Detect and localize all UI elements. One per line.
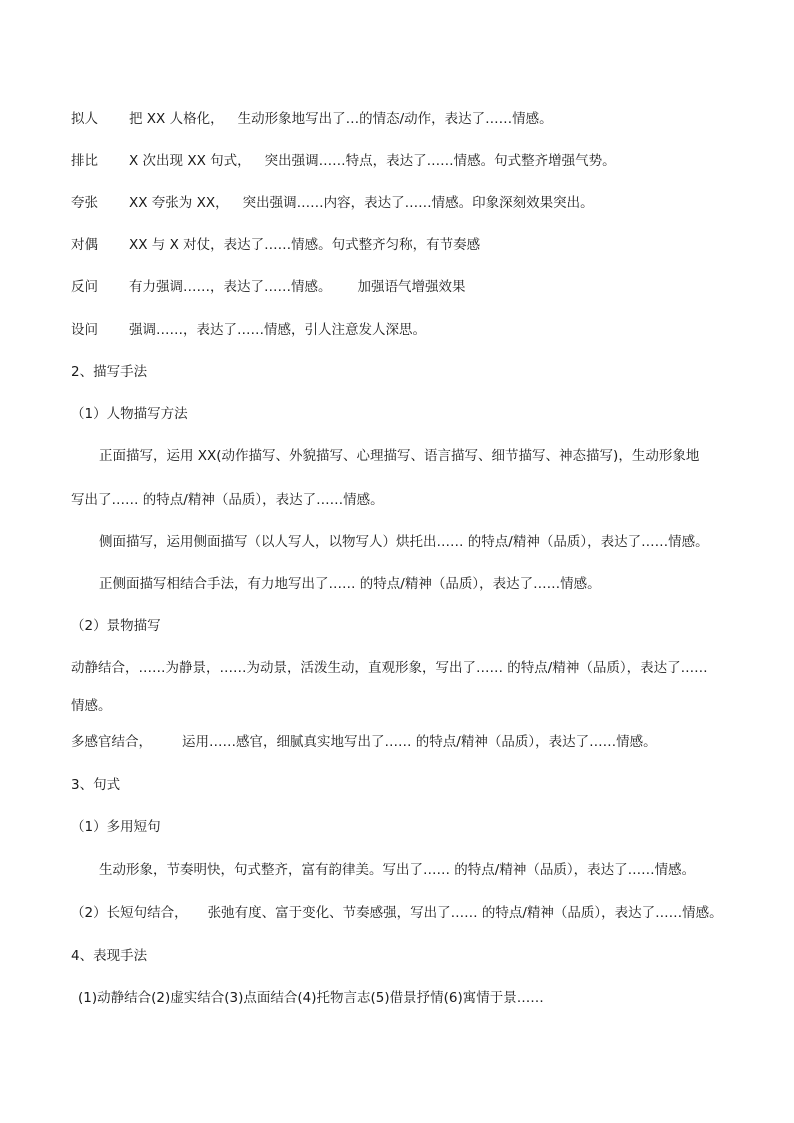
multi-sense-label: 多感官结合，: [71, 734, 152, 750]
paragraph-direct-description: 正面描写，运用 XX(动作描写、外貌描写、心理描写、语言描写、细节描写、神态描写)，生动形象地: [99, 448, 700, 464]
subheading-short-sentences: （1）多用短句: [71, 819, 161, 835]
rhetoric-desc: 强调……，表达了……情感，引人注意发人深思。: [129, 322, 426, 338]
rhetoric-term: 排比: [71, 153, 98, 169]
subheading-character: （1）人物描写方法: [71, 406, 188, 422]
section-heading-techniques: 4、表现手法: [71, 948, 148, 964]
paragraph-direct-description-cont: 写出了…… 的特点/精神（品质），表达了……情感。: [71, 492, 384, 508]
paragraph-motion-stillness-cont: 情感。: [71, 698, 112, 714]
long-short-label: （2）长短句结合，: [71, 905, 188, 921]
paragraph-motion-stillness: 动静结合，……为静景，……为动景，活泼生动，直观形象，写出了…… 的特点/精神（品质），表达了……: [71, 660, 708, 676]
long-short-text: 张弛有度、富于变化、节奏感强，写出了…… 的特点/精神（品质），表达了……情感。: [207, 905, 723, 921]
subheading-scenery: （2）景物描写: [71, 618, 161, 634]
rhetoric-row-antithesis: [71, 236, 480, 254]
rhetoric-term: 对偶: [71, 237, 98, 253]
rhetoric-row-personification: [71, 110, 553, 128]
rhetoric-term: 夸张: [71, 195, 98, 211]
paragraph-indirect-description: 侧面描写，运用侧面描写（以人写人，以物写人）烘托出…… 的特点/精神（品质），表达了……情感。: [99, 534, 709, 550]
rhetoric-term: 反问: [71, 279, 98, 295]
rhetoric-row-rhetorical-question: [71, 278, 466, 296]
section-heading-sentence: 3、句式: [71, 777, 121, 793]
rhetoric-row-hyperbole: [71, 194, 594, 212]
rhetoric-effect: 突出强调……特点，表达了……情感。句式整齐增强气势。: [264, 153, 616, 169]
section-heading-description: 2、描写手法: [71, 364, 148, 380]
rhetoric-effect: 生动形象地写出了…的情态/动作，表达了……情感。: [237, 111, 553, 127]
multi-sense-text: 运用……感官，细腻真实地写出了…… 的特点/精神（品质），表达了……情感。: [182, 734, 657, 750]
paragraph-short-sentences: 生动形象，节奏明快，句式整齐，富有韵律美。写出了…… 的特点/精神（品质），表达了……情感。: [99, 862, 696, 878]
paragraph-multi-sense: [71, 733, 657, 751]
rhetoric-desc: XX 夸张为 XX，: [129, 195, 229, 211]
rhetoric-term: 拟人: [71, 111, 98, 127]
paragraph-long-short-sentences: [71, 904, 723, 922]
rhetoric-desc: XX 与 X 对仗，表达了……情感。句式整齐匀称，有节奏感: [129, 237, 481, 253]
rhetoric-desc: 有力强调……，表达了……情感。: [129, 279, 332, 295]
rhetoric-effect: 突出强调……内容，表达了……情感。印象深刻效果突出。: [242, 195, 594, 211]
paragraph-techniques-list: (1)动静结合(2)虚实结合(3)点面结合(4)托物言志(5)借景抒情(6)寓情于景……: [78, 990, 544, 1006]
rhetoric-term: 设问: [71, 322, 98, 338]
rhetoric-row-hypophora: [71, 321, 426, 339]
rhetoric-row-parallelism: [71, 152, 616, 170]
rhetoric-desc: X 次出现 XX 句式，: [129, 153, 251, 169]
rhetoric-desc: 把 XX 人格化，: [129, 111, 224, 127]
rhetoric-effect: 加强语气增强效果: [357, 279, 466, 295]
paragraph-combined-description: 正侧面描写相结合手法，有力地写出了…… 的特点/精神（品质），表达了……情感。: [99, 576, 601, 592]
